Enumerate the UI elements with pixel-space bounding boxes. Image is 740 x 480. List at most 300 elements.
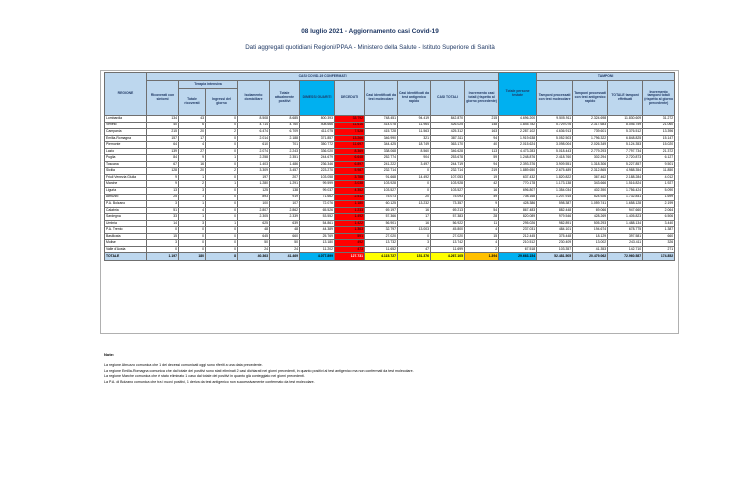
- value-cell: 1.405.823: [608, 214, 643, 221]
- note-line: La regione Marche comunica che è stato eliminato 1 caso dal totale dei positivi in quanto già conteggiato nei giorni precedenti.: [104, 374, 305, 379]
- value-cell: 19: [465, 174, 499, 181]
- value-cell: 9: [465, 201, 499, 208]
- value-cell: 1.394: [465, 253, 499, 261]
- value-cell: 4: [465, 240, 499, 247]
- value-cell: 13.396: [643, 129, 675, 136]
- value-cell: 14.492: [398, 174, 431, 181]
- value-cell: 2.305: [238, 214, 270, 221]
- value-cell: 0: [179, 227, 206, 234]
- value-cell: 13.002: [573, 240, 608, 247]
- value-cell: 387.311: [431, 135, 465, 142]
- value-cell: 13.742: [431, 240, 465, 247]
- value-cell: 1: [179, 214, 206, 221]
- value-cell: 367.462: [573, 174, 608, 181]
- value-cell: 0: [206, 214, 238, 221]
- value-cell: 6.474: [238, 129, 270, 136]
- col-header-deceased: DECEDUTI: [335, 81, 365, 116]
- value-cell: 2.779.293: [573, 148, 608, 155]
- value-cell: 64: [147, 142, 179, 149]
- value-cell: 4.077.899: [300, 253, 335, 261]
- value-cell: 1.363: [335, 227, 365, 234]
- value-cell: 24: [238, 246, 270, 253]
- value-cell: 2: [465, 246, 499, 253]
- note-line: La P.A. di Bolzano comunica che tra i nuovi positivi, 1 deriva da test antigenico non successivamente confermato da test molecolare.: [104, 379, 315, 384]
- value-cell: 48: [238, 227, 270, 234]
- value-cell: 425.312: [431, 129, 465, 136]
- value-cell: 3: [147, 240, 179, 247]
- value-cell: 56.922: [431, 220, 465, 227]
- value-cell: 842.870: [431, 116, 465, 123]
- region-cell: Sardegna: [105, 214, 147, 221]
- value-cell: 75.093: [431, 194, 465, 201]
- value-cell: 243.411: [608, 240, 643, 247]
- value-cell: 2.188.284: [608, 174, 643, 181]
- value-cell: 271: [643, 246, 675, 253]
- value-cell: 344.425: [365, 142, 398, 149]
- value-cell: 2.324.698: [573, 116, 608, 123]
- value-cell: 6.709: [270, 129, 300, 136]
- value-cell: 194.674: [573, 227, 608, 234]
- value-cell: 16: [179, 161, 206, 168]
- value-cell: 49: [465, 194, 499, 201]
- value-cell: 75.073: [365, 194, 398, 201]
- value-cell: 1.889.650: [499, 168, 537, 175]
- value-cell: 67.518: [499, 246, 537, 253]
- value-cell: 1.233: [335, 207, 365, 214]
- group-header-icu: Terapia intensiva: [179, 81, 238, 89]
- value-cell: 1.248.876: [499, 155, 537, 162]
- value-cell: 1.318.306: [573, 161, 608, 168]
- region-cell: Marche: [105, 181, 147, 188]
- value-cell: 7.528: [335, 129, 365, 136]
- value-cell: 428.269: [573, 214, 608, 221]
- region-cell: Molise: [105, 240, 147, 247]
- value-cell: 94: [465, 161, 499, 168]
- value-cell: 0: [206, 233, 238, 240]
- value-cell: 0: [179, 246, 206, 253]
- value-cell: 2.064: [643, 207, 675, 214]
- value-cell: 40.363: [238, 253, 270, 261]
- value-cell: 660: [270, 233, 300, 240]
- value-cell: 65.526: [300, 207, 335, 214]
- value-cell: 0: [206, 227, 238, 234]
- value-cell: 103.527: [431, 188, 465, 195]
- value-cell: 484.101: [537, 227, 573, 234]
- notes: [104, 352, 704, 385]
- value-cell: 1.699: [643, 194, 675, 201]
- value-cell: 800.393: [300, 116, 335, 123]
- value-cell: 11.652: [365, 246, 398, 253]
- value-cell: 15.147: [643, 135, 675, 142]
- value-cell: 94.419: [398, 116, 431, 123]
- value-cell: 13.266: [335, 135, 365, 142]
- value-cell: 2: [206, 168, 238, 175]
- value-cell: 408.666: [300, 122, 335, 129]
- value-cell: 4.473.283: [499, 148, 537, 155]
- value-cell: 3.497: [398, 161, 431, 168]
- col-header-tests-increment: Incremento tamponi totali (rispetto al giorno precedente): [643, 81, 675, 116]
- value-cell: 0: [206, 240, 238, 247]
- value-cell: 9: [147, 174, 179, 181]
- value-cell: 1.488.134: [608, 220, 643, 227]
- value-cell: 244.679: [300, 155, 335, 162]
- value-cell: 321: [398, 135, 431, 142]
- value-cell: 103.928: [431, 181, 465, 188]
- value-cell: 44.389: [300, 227, 335, 234]
- value-cell: 223.270: [300, 168, 335, 175]
- value-cell: 4.352: [335, 188, 365, 195]
- value-cell: 72.076: [300, 201, 335, 208]
- value-cell: 0: [179, 240, 206, 247]
- value-cell: 9: [147, 181, 179, 188]
- value-cell: 20: [179, 168, 206, 175]
- value-cell: 295.026: [499, 220, 537, 227]
- value-cell: 4.696.200: [499, 116, 537, 123]
- value-cell: 1.197: [147, 253, 179, 261]
- value-cell: 2.512: [335, 194, 365, 201]
- region-cell: Calabria: [105, 207, 147, 214]
- region-cell: Lombardia: [105, 116, 147, 123]
- value-cell: 11.202: [300, 246, 335, 253]
- value-cell: 13.003: [398, 227, 431, 234]
- value-cell: 25: [147, 194, 179, 201]
- value-cell: 41.469: [270, 253, 300, 261]
- value-cell: 20: [398, 194, 431, 201]
- region-cell: Lazio: [105, 148, 147, 155]
- region-cell: Puglia: [105, 155, 147, 162]
- value-cell: 107.053: [431, 174, 465, 181]
- value-cell: 138: [270, 188, 300, 195]
- value-cell: 127.731: [335, 253, 365, 261]
- value-cell: 1: [179, 201, 206, 208]
- value-cell: 6.127: [643, 155, 675, 162]
- value-cell: 3.909.551: [537, 161, 573, 168]
- value-cell: 13: [147, 188, 179, 195]
- value-cell: 0: [206, 122, 238, 129]
- value-cell: 241.222: [365, 161, 398, 168]
- value-cell: 1: [179, 194, 206, 201]
- region-cell: Sicilia: [105, 168, 147, 175]
- value-cell: 237.031: [499, 227, 537, 234]
- value-cell: 2.339: [270, 214, 300, 221]
- col-header-hospitalized: Ricoverati con sintomi: [147, 81, 179, 116]
- value-cell: 6: [179, 122, 206, 129]
- value-cell: 52.481.505: [537, 253, 573, 261]
- value-cell: 0: [206, 207, 238, 214]
- region-cell: Abruzzo: [105, 194, 147, 201]
- col-header-molecular-tests: Tamponi processati con test molecolare: [537, 81, 573, 116]
- value-cell: 20: [179, 129, 206, 136]
- region-cell: Valle d'Aosta: [105, 246, 147, 253]
- value-cell: 1.403: [238, 161, 270, 168]
- value-cell: 3.788: [335, 174, 365, 181]
- value-cell: 54.861: [300, 220, 335, 227]
- value-cell: 2.199: [643, 201, 675, 208]
- page-title: 08 luglio 2021 - Aggiornamento casi Covid-19: [301, 28, 439, 35]
- value-cell: 236.346: [300, 161, 335, 168]
- col-header-antigen-cases: Casi identificati da test antigenico rapido: [398, 81, 431, 116]
- value-cell: 1.354.034: [537, 188, 573, 195]
- value-cell: 15: [465, 233, 499, 240]
- value-cell: 2.026.349: [573, 142, 608, 149]
- value-cell: 3: [179, 188, 206, 195]
- value-cell: 2.862: [270, 207, 300, 214]
- value-cell: 302.294: [573, 155, 608, 162]
- value-cell: 40: [465, 142, 499, 149]
- value-cell: 6.648: [335, 155, 365, 162]
- value-cell: 0: [206, 201, 238, 208]
- value-cell: 979.546: [537, 214, 573, 221]
- value-cell: 16: [465, 188, 499, 195]
- value-cell: 13.732: [365, 240, 398, 247]
- value-cell: 4: [179, 142, 206, 149]
- value-cell: 363.170: [431, 142, 465, 149]
- value-cell: 375.448: [537, 233, 573, 240]
- value-cell: 0: [179, 233, 206, 240]
- value-cell: 598.387: [537, 201, 573, 208]
- value-cell: 57.383: [431, 214, 465, 221]
- value-cell: 2: [179, 181, 206, 188]
- group-header-cases: CASI COVID-19 CONFERMATI: [147, 73, 499, 81]
- value-cell: 11.616: [335, 122, 365, 129]
- value-cell: 0: [206, 135, 238, 142]
- group-header-tests: TAMPONI: [537, 73, 675, 81]
- value-cell: 3.457: [270, 168, 300, 175]
- value-cell: 2.675.489: [537, 168, 573, 175]
- value-cell: 48: [270, 227, 300, 234]
- value-cell: 21.372: [643, 148, 675, 155]
- col-header-total-cases: CASI TOTALI: [431, 81, 465, 116]
- value-cell: 142.710: [608, 246, 643, 253]
- value-cell: 0: [398, 168, 431, 175]
- value-cell: 2.351: [270, 155, 300, 162]
- value-cell: 13.232: [398, 201, 431, 208]
- col-header-molecular-cases: Casi identificati da test molecolare: [365, 81, 398, 116]
- value-cell: 148: [465, 122, 499, 129]
- value-cell: 6.848.825: [608, 135, 643, 142]
- value-cell: 1.820.822: [537, 174, 573, 181]
- value-cell: 739.601: [573, 129, 608, 136]
- value-cell: 4.267.105: [431, 253, 465, 261]
- region-cell: P.A. Trento: [105, 227, 147, 234]
- value-cell: 21.060: [643, 122, 675, 129]
- value-cell: 645: [238, 233, 270, 240]
- value-cell: 3.440: [643, 220, 675, 227]
- value-cell: 91.668: [365, 174, 398, 181]
- value-cell: 51: [147, 207, 179, 214]
- value-cell: 637.432: [499, 174, 537, 181]
- value-cell: 867.483: [499, 207, 537, 214]
- value-cell: 1.291: [270, 181, 300, 188]
- value-cell: 8.046.759: [608, 122, 643, 129]
- value-cell: 11.697: [335, 142, 365, 149]
- region-cell: P.A. Bolzano: [105, 201, 147, 208]
- value-cell: 0: [206, 142, 238, 149]
- value-cell: 40: [147, 122, 179, 129]
- value-cell: 3.038: [335, 181, 365, 188]
- region-cell: TOTALE: [105, 253, 147, 261]
- value-cell: 5.729.076: [537, 122, 573, 129]
- value-cell: 5.052.503: [537, 135, 573, 142]
- value-cell: 343.666: [573, 181, 608, 188]
- value-cell: 42: [465, 181, 499, 188]
- value-cell: 11.850: [643, 168, 675, 175]
- value-cell: 708.168: [499, 194, 537, 201]
- value-cell: 103.357: [537, 246, 573, 253]
- value-cell: 336.020: [300, 148, 335, 155]
- value-cell: 73.357: [431, 201, 465, 208]
- value-cell: 1.207.915: [537, 194, 573, 201]
- value-cell: 134: [147, 116, 179, 123]
- value-cell: 100: [238, 201, 270, 208]
- value-cell: 17: [179, 135, 206, 142]
- value-cell: 415.728: [365, 129, 398, 136]
- value-cell: 43: [179, 116, 206, 123]
- value-cell: 212.445: [499, 233, 537, 240]
- value-cell: 0: [147, 246, 179, 253]
- value-cell: 748.451: [365, 116, 398, 123]
- value-cell: 230.409: [537, 240, 573, 247]
- value-cell: 4.988.354: [608, 168, 643, 175]
- value-cell: 125: [238, 188, 270, 195]
- value-cell: 60.125: [365, 201, 398, 208]
- value-cell: 5.376.512: [608, 129, 643, 136]
- value-cell: 3: [147, 201, 179, 208]
- value-cell: 27.020: [431, 233, 465, 240]
- value-cell: 45.800: [431, 227, 465, 234]
- col-header-home-isolation: Isolamento domiciliare: [238, 81, 270, 116]
- value-cell: 947.660: [608, 207, 643, 214]
- value-cell: 113: [465, 148, 499, 155]
- value-cell: 54: [465, 207, 499, 214]
- value-cell: 5.124.353: [608, 142, 643, 149]
- col-header-total-tests: TOTALE tamponi effettuati: [608, 81, 643, 116]
- value-cell: 350.772: [300, 142, 335, 149]
- value-cell: 18.129: [573, 233, 608, 240]
- value-cell: 4.760: [270, 122, 300, 129]
- value-cell: 8.685: [270, 116, 300, 123]
- value-cell: 473: [335, 246, 365, 253]
- value-cell: 16: [398, 220, 431, 227]
- total-row: [105, 253, 675, 261]
- value-cell: 0: [206, 246, 238, 253]
- value-cell: 13.180: [300, 240, 335, 247]
- value-cell: 1.422: [335, 220, 365, 227]
- region-cell: Umbria: [105, 220, 147, 227]
- value-cell: 2: [206, 129, 238, 136]
- value-cell: 2.393.376: [499, 161, 537, 168]
- col-header-recovered: DIMESSI GUARITI: [300, 81, 335, 116]
- value-cell: 1: [206, 220, 238, 227]
- value-cell: 505.293: [573, 220, 608, 227]
- value-cell: 197: [238, 174, 270, 181]
- value-cell: 215: [465, 116, 499, 123]
- value-cell: 3.098.004: [537, 142, 573, 149]
- value-cell: 1.280: [238, 181, 270, 188]
- value-cell: 414.078: [365, 122, 398, 129]
- value-cell: 402.390: [573, 188, 608, 195]
- value-cell: 18.749: [398, 142, 431, 149]
- value-cell: 107: [270, 201, 300, 208]
- value-cell: 67: [147, 161, 179, 168]
- value-cell: 53.552: [300, 214, 335, 221]
- value-cell: 524.926: [573, 194, 608, 201]
- value-cell: 180: [179, 253, 206, 261]
- value-cell: 982.891: [537, 220, 573, 227]
- value-cell: 15.020: [643, 142, 675, 149]
- value-cell: 103.928: [365, 181, 398, 188]
- value-cell: 1: [206, 155, 238, 162]
- value-cell: 11.699: [431, 246, 465, 253]
- value-cell: 72.960.587: [608, 253, 643, 261]
- value-cell: 0: [206, 174, 238, 181]
- value-cell: 232.714: [365, 168, 398, 175]
- value-cell: 1.796.322: [573, 135, 608, 142]
- value-cell: 84: [147, 155, 179, 162]
- value-cell: 346.990: [365, 135, 398, 142]
- value-cell: 20.479.062: [573, 253, 608, 261]
- value-cell: 163: [465, 129, 499, 136]
- value-cell: 4.012: [643, 174, 675, 181]
- value-cell: 0: [398, 188, 431, 195]
- region-cell: Emilia-Romagna: [105, 135, 147, 142]
- value-cell: 397.581: [608, 233, 643, 240]
- value-cell: 2.015.624: [499, 142, 537, 149]
- value-cell: 1.486: [270, 161, 300, 168]
- value-cell: 50: [238, 240, 270, 247]
- value-cell: 1.658.128: [608, 201, 643, 208]
- value-cell: 210.512: [499, 240, 537, 247]
- value-cell: 28: [465, 214, 499, 221]
- value-cell: 157: [147, 135, 179, 142]
- value-cell: 41.353: [573, 246, 608, 253]
- value-cell: 50: [270, 240, 300, 247]
- value-cell: 0: [206, 148, 238, 155]
- value-cell: 2.720.873: [608, 155, 643, 162]
- value-cell: 4.115.727: [365, 253, 398, 261]
- value-cell: 232.714: [431, 168, 465, 175]
- value-cell: 1.180: [335, 201, 365, 208]
- region-cell: Toscana: [105, 161, 147, 168]
- value-cell: 678.775: [608, 227, 643, 234]
- value-cell: 3.309: [238, 168, 270, 175]
- data-table: [104, 72, 675, 261]
- value-cell: 215: [147, 129, 179, 136]
- value-cell: 326: [643, 240, 675, 247]
- value-cell: 103.527: [365, 188, 398, 195]
- col-header-antigen-tests: Tamponi processati con test antigenico rapido: [573, 81, 608, 116]
- value-cell: 33.792: [335, 116, 365, 123]
- value-cell: 219: [465, 168, 499, 175]
- value-cell: 99.037: [300, 188, 335, 195]
- value-cell: 882.448: [537, 207, 573, 214]
- value-cell: 4.636.913: [537, 129, 573, 136]
- value-cell: 27: [179, 148, 206, 155]
- value-cell: 2.317.683: [573, 122, 608, 129]
- notes-title: Note:: [104, 352, 115, 357]
- value-cell: 9.501: [643, 161, 675, 168]
- region-cell: Veneto: [105, 122, 147, 129]
- value-cell: 11.964: [398, 122, 431, 129]
- value-cell: 2.014: [238, 135, 270, 142]
- value-cell: 770.178: [499, 181, 537, 188]
- note-line: La regione Abruzzo comunica che 1 dei decessi comunicati oggi sono riferiti a una data precedente.: [104, 363, 263, 368]
- value-cell: 8.560: [398, 148, 431, 155]
- value-cell: 2.807: [238, 207, 270, 214]
- value-cell: 346.628: [431, 148, 465, 155]
- value-cell: 31.272: [643, 116, 675, 123]
- value-cell: 16: [398, 207, 431, 214]
